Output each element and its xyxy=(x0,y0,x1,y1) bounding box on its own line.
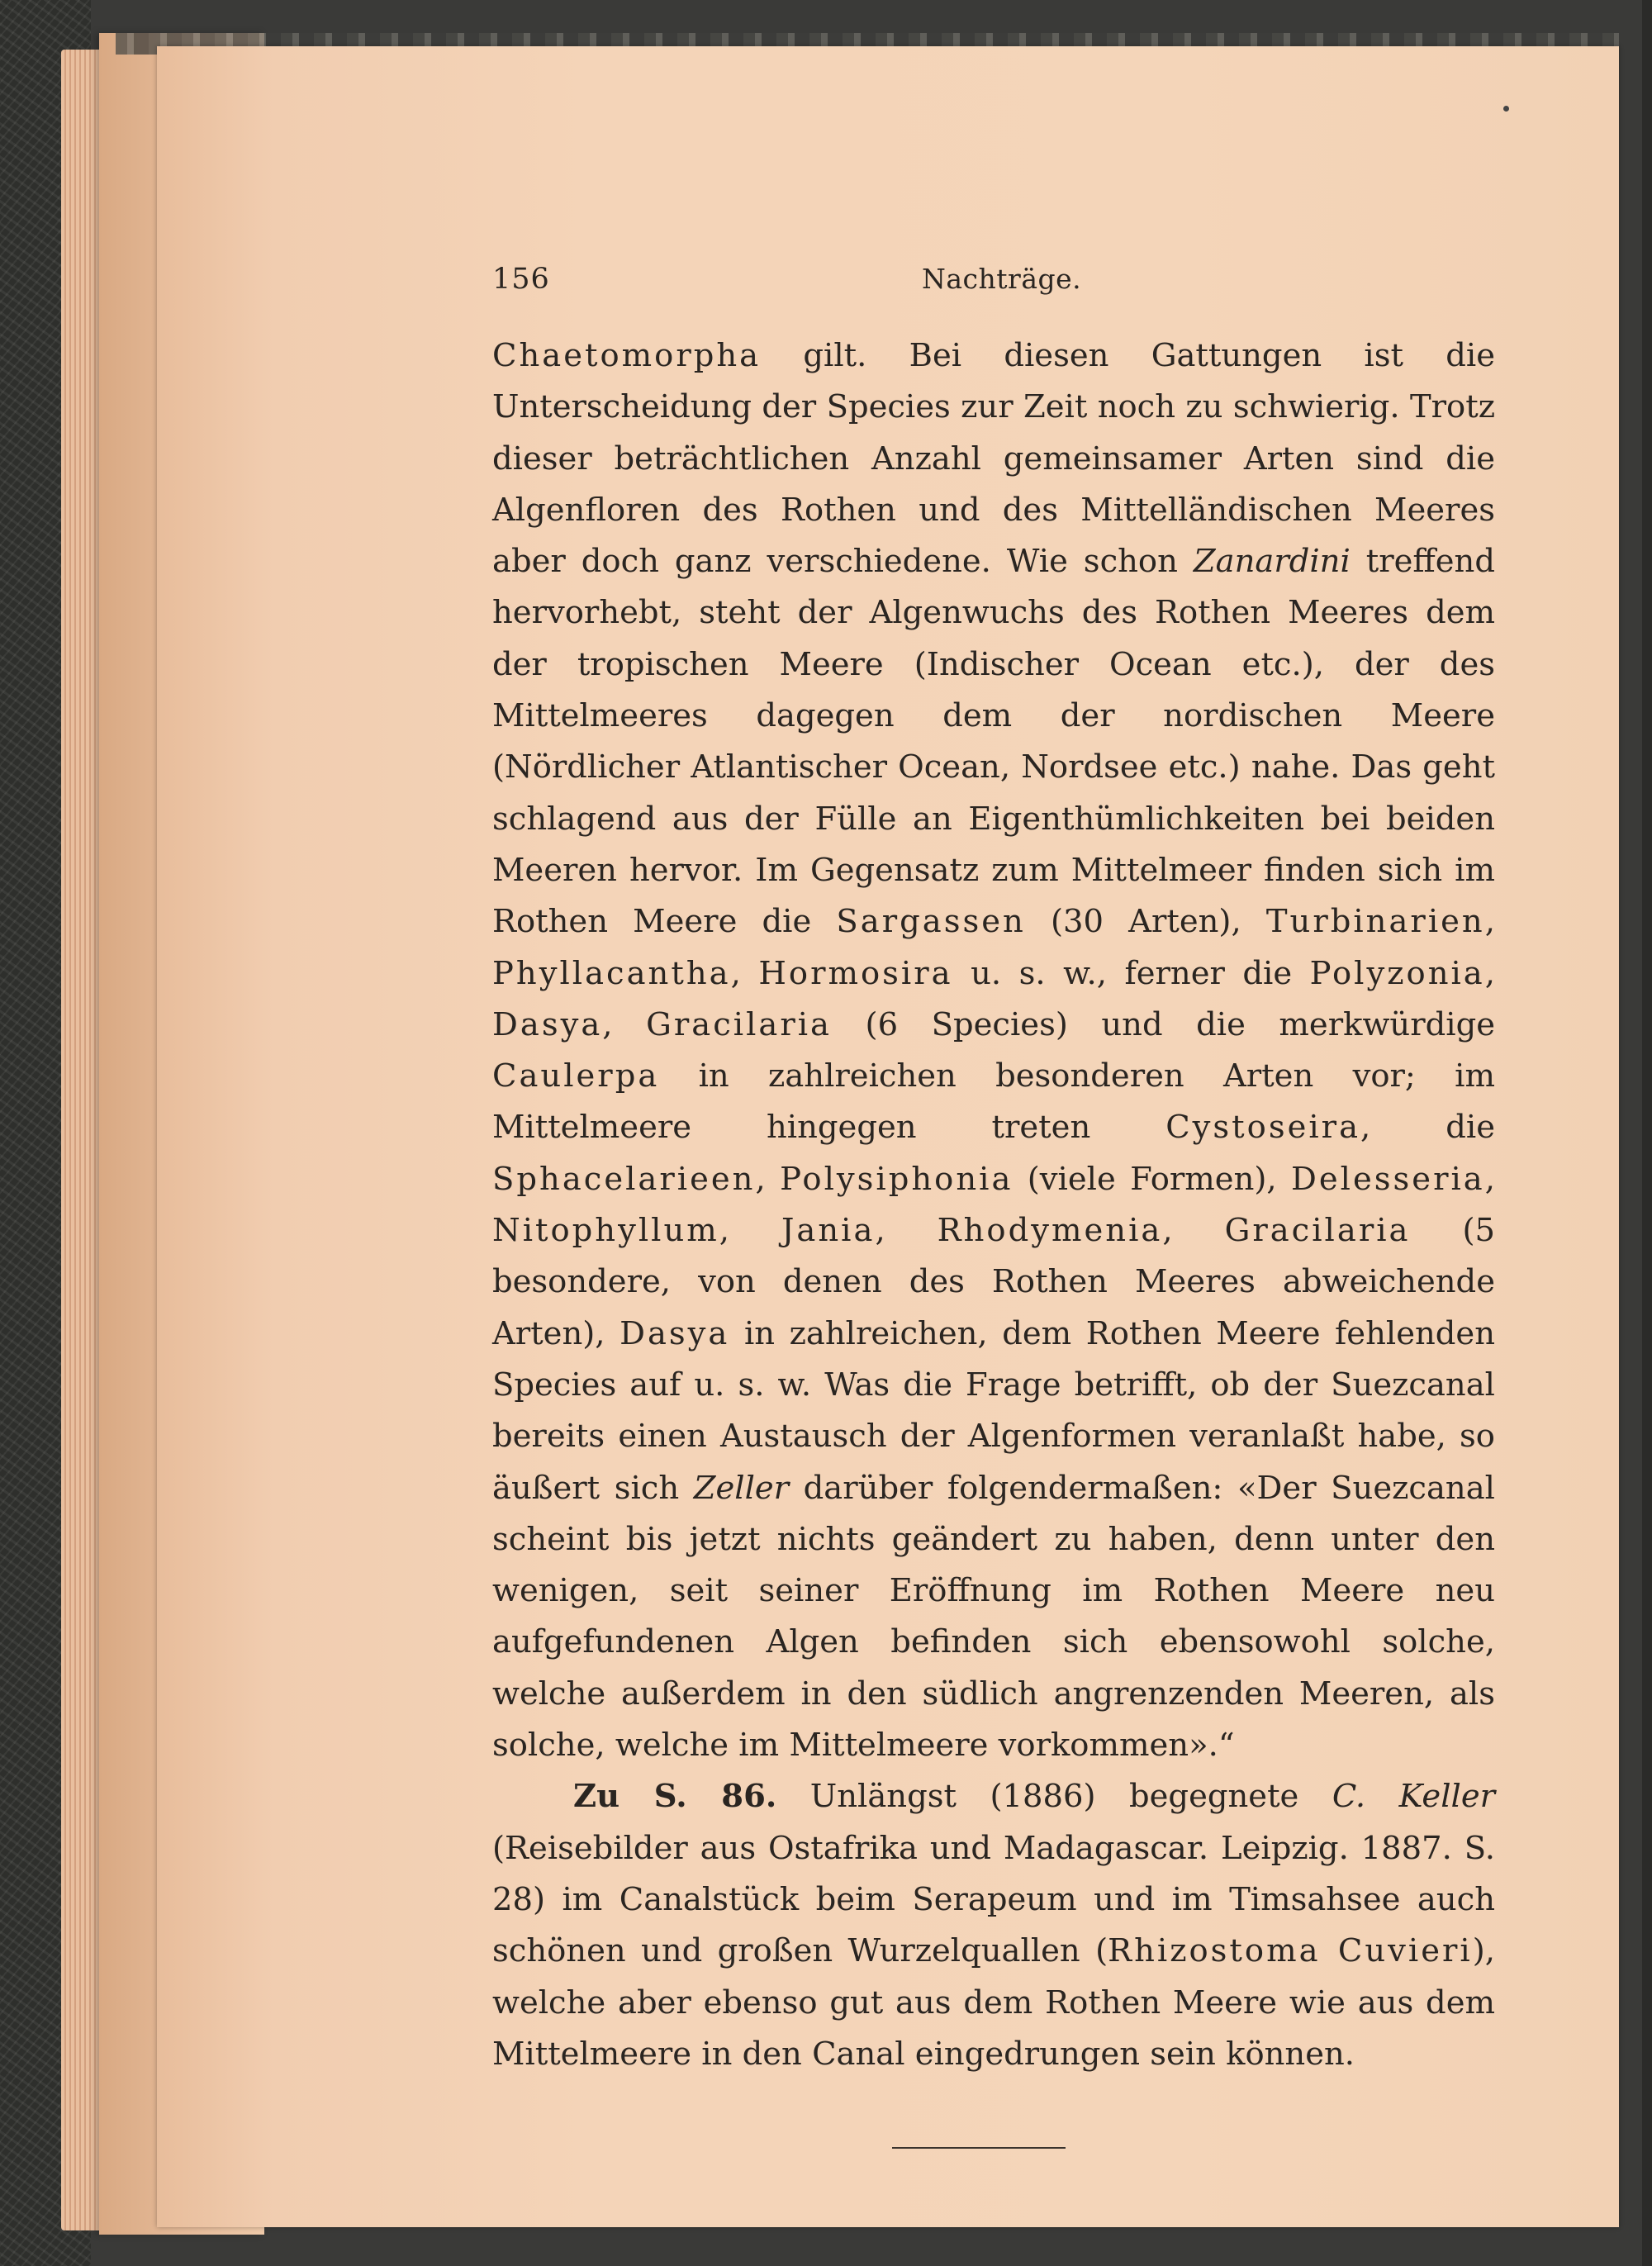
taxon-name: Nitophyllum xyxy=(492,1212,719,1250)
text-run: ), welche aber ebenso gut aus dem Rothen Meere wie aus dem Mittelmeere in den Canal eingedrungen sein können. xyxy=(492,1932,1495,2073)
text-run: , die xyxy=(1360,1109,1495,1147)
taxon-name: Sphacelarieen xyxy=(492,1160,756,1198)
text-run: , xyxy=(875,1212,938,1250)
paragraph-2 xyxy=(492,1771,1495,2080)
text-run: (Reisebilder aus Ostafrika und Madagascar. Leipzig. 1887. S. 28) im Canalstück beim Serapeum und im Timsahsee auch schönen und großen Wurzelquallen ( xyxy=(492,1829,1495,1970)
author-name: Zeller xyxy=(693,1469,790,1507)
text-run: , xyxy=(1162,1212,1225,1250)
running-title: Nachträge. xyxy=(922,263,1082,295)
text-run: , xyxy=(755,1160,781,1198)
text-run: in zahlreichen, dem Rothen Meere fehlenden Species auf u. s. w. Was die Frage betrifft, ob der Suezcanal bereits einen Austausch der Algenformen veranlaßt habe, so äußert sich xyxy=(492,1314,1495,1507)
taxon-name: Turbinarien xyxy=(1265,903,1485,941)
text-run: (30 Arten), xyxy=(1025,903,1266,941)
taxon-name: Gracilaria xyxy=(646,1005,833,1043)
taxon-name: Dasya xyxy=(620,1314,730,1352)
taxon-name: Polyzonia xyxy=(1309,954,1485,992)
taxon-name: Gracilaria xyxy=(1224,1212,1411,1250)
author-name: C. Keller xyxy=(1332,1778,1496,1816)
page-speck xyxy=(1503,106,1509,112)
text-run: darüber folgendermaßen: «Der Suezcanal scheint bis jetzt nichts geändert zu haben, denn unter den wenigen, seit seiner Eröffnung im Rothen Meere neu aufgefundenen Algen befinden sich ebensowohl solche, welche außerdem in den südlich angrenzenden Meeren, als solche, welche im Mittelmeere vorkommen».“ xyxy=(492,1469,1495,1765)
text-run: Unlängst (1886) begegnete xyxy=(776,1778,1332,1816)
text-run: in zahlreichen besonderen Arten vor; im Mittelmeere hingegen treten xyxy=(492,1057,1495,1147)
text-run: gilt. Bei diesen Gattungen ist die Unterscheidung der Species zur Zeit noch zu schwierig. Trotz dieser beträchtlichen Anzahl gemeinsamer Arten sind die Algenfloren des Rothen und des Mittelländischen Meeres aber doch ganz verschiedene. Wie schon xyxy=(492,337,1495,581)
text-run: , xyxy=(602,1005,647,1043)
taxon-name: Sargassen xyxy=(836,903,1026,941)
paragraph-1 xyxy=(492,330,1495,1771)
section-reference: Zu S. 86. xyxy=(573,1778,777,1816)
page-header xyxy=(492,263,1492,304)
taxon-name: Phyllacantha xyxy=(492,954,731,992)
taxon-name: Rhodymenia xyxy=(937,1212,1163,1250)
end-rule xyxy=(892,2147,1066,2149)
text-run: u. s. w., ferner die xyxy=(952,954,1310,992)
text-run: treffend hervorhebt, steht der Algenwuchs des Rothen Meeres dem der tropischen Meere (Indischer Ocean etc.), der des Mittelmeeres dagegen dem der nordischen Meere (Nördlicher Atlantischer Ocean, Nordsee etc.) nahe. Das geht schlagend aus der Fülle an Eigenthümlichkeiten bei beiden Meeren hervor. Im Gegensatz zum Mittelmeer finden sich im Rothen Meere die xyxy=(492,543,1495,941)
taxon-name: Hormosira xyxy=(758,954,953,992)
text-run: (5 besondere, von denen des Rothen Meeres abweichende Arten), xyxy=(492,1212,1495,1352)
text-run: , xyxy=(1484,903,1495,941)
taxon-name: Caulerpa xyxy=(492,1057,660,1095)
taxon-name: Delesseria xyxy=(1291,1160,1485,1198)
taxon-name: Dasya xyxy=(492,1005,603,1043)
page-number: 156 xyxy=(492,263,550,296)
text-run: (6 Species) und die merkwürdige xyxy=(832,1005,1495,1043)
taxon-name: Cystoseira xyxy=(1165,1109,1361,1147)
taxon-name: Rhizostoma Cuvieri xyxy=(1108,1932,1473,1970)
body-text xyxy=(492,330,1495,2080)
taxon-name: Polysiphonia xyxy=(780,1160,1014,1198)
text-run: , xyxy=(719,1212,781,1250)
book-cover-right xyxy=(1642,0,1652,2266)
text-run: , xyxy=(1484,954,1496,992)
author-name: Zanardini xyxy=(1193,543,1351,581)
text-run: , xyxy=(730,954,759,992)
text-run: , xyxy=(1484,1160,1495,1198)
taxon-name: Jania xyxy=(781,1212,876,1250)
text-run: (viele Formen), xyxy=(1013,1160,1292,1198)
taxon-name: Chaetomorpha xyxy=(492,337,762,374)
